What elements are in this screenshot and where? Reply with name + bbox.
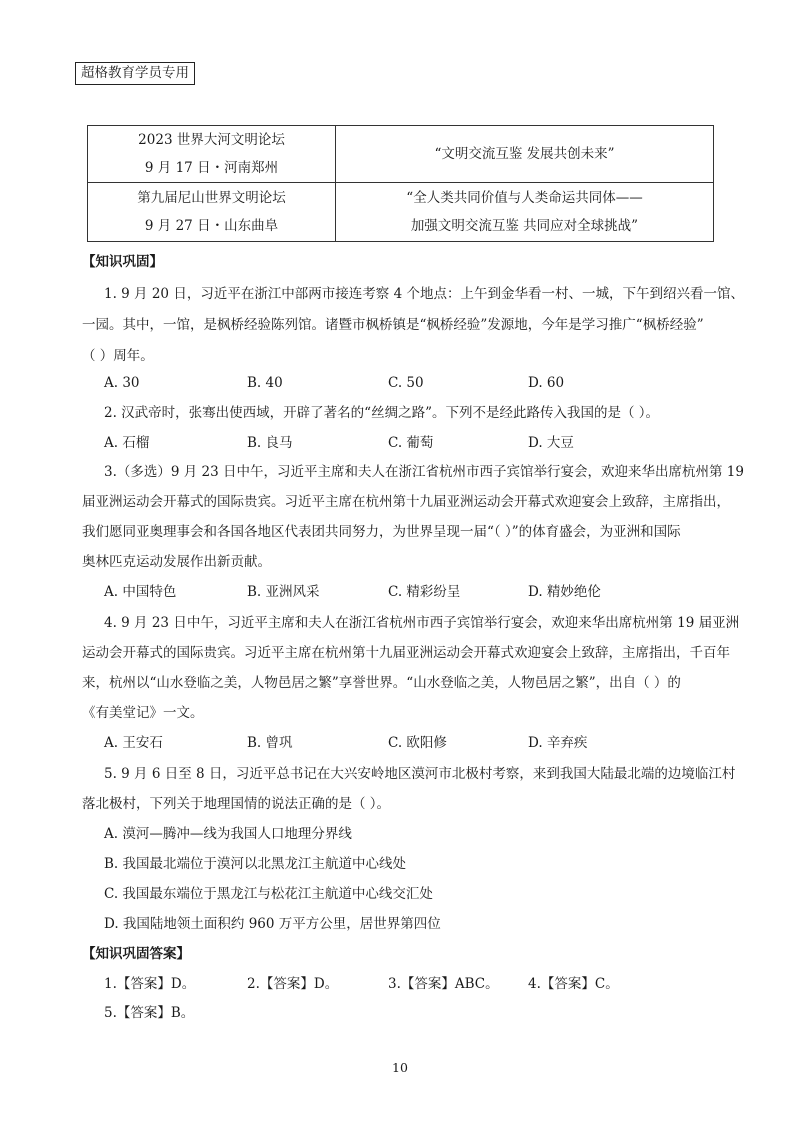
option: A. 中国特色: [104, 584, 177, 600]
answer: 2.【答案】D。: [247, 976, 339, 992]
answer: 1.【答案】D。: [104, 976, 196, 992]
option: C. 精彩纷呈: [388, 584, 461, 600]
question-1-line: 一园。其中，一馆，是枫桥经验陈列馆。诸暨市枫桥镇是“枫桥经验”发源地，今年是学习推广“枫桥经验”: [82, 317, 704, 333]
question-3-line: 我们愿同亚奥理事会和各国各地区代表团共同努力，为世界呈现一届“（ ）”的体育盛会，为亚洲和国际: [82, 524, 681, 540]
event-name: 2023 世界大河文明论坛: [138, 132, 285, 148]
watermark-stamp: 超格教育学员专用: [75, 62, 195, 85]
option: B. 40: [247, 375, 283, 391]
event-cell: [88, 126, 336, 183]
option: C. 葡萄: [388, 435, 434, 451]
question-3-line: 3.（多选）9 月 23 日中午，习近平主席和夫人在浙江省杭州市西子宾馆举行宴会，欢迎来华出席杭州第 19: [104, 464, 744, 480]
section-title: 【知识巩固】: [82, 254, 163, 270]
question-4-line: 来，杭州以“山水登临之美，人物邑居之繁”享誉世界。“山水登临之美，人物邑居之繁”，出自（ ）的: [82, 675, 681, 691]
answers-title: 【知识巩固答案】: [82, 946, 190, 962]
question-3-line: 届亚洲运动会开幕式的国际贵宾。习近平主席在杭州第十九届亚洲运动会开幕式欢迎宴会上致辞，主席指出，: [82, 494, 730, 510]
question-5-line: 5. 9 月 6 日至 8 日，习近平总书记在大兴安岭地区漠河市北极村考察，来到我国大陆最北端的边境临江村: [104, 766, 736, 782]
question-5-choice: C. 我国最东端位于黑龙江与松花江主航道中心线交汇处: [104, 886, 433, 902]
answer: 3.【答案】ABC。: [388, 976, 499, 992]
theme-cell: [336, 183, 714, 242]
forum-events-table: [87, 125, 714, 242]
event-date-place: 9 月 27 日・山东曲阜: [144, 218, 279, 234]
event-cell: [88, 183, 336, 242]
question-4-line: 4. 9 月 23 日中午，习近平主席和夫人在浙江省杭州市西子宾馆举行宴会，欢迎来华出席杭州第 19 届亚洲: [104, 615, 740, 631]
answer: 5.【答案】B。: [104, 1005, 195, 1021]
page-number: 10: [392, 1060, 408, 1075]
event-date-place: 9 月 17 日・河南郑州: [144, 160, 279, 176]
option: D. 辛弃疾: [528, 735, 588, 751]
question-5-choice: B. 我国最北端位于漠河以北黑龙江主航道中心线处: [104, 856, 407, 872]
question-2-line: 2. 汉武帝时，张骞出使西域，开辟了著名的“丝绸之路”。下列不是经此路传入我国的是（ ）。: [104, 405, 660, 421]
table-row: [88, 126, 714, 183]
question-1-line: （ ）周年。: [82, 348, 154, 364]
option: B. 曾巩: [247, 735, 293, 751]
option: C. 50: [388, 375, 424, 391]
option: A. 石榴: [104, 435, 150, 451]
question-1-line: 1. 9 月 20 日，习近平在浙江中部两市接连考察 4 个地点：上午到金华看一村、一城，下午到绍兴看一馆、: [104, 286, 744, 302]
option: A. 王安石: [104, 735, 163, 751]
event-name: 第九届尼山世界文明论坛: [137, 190, 286, 206]
question-4-line: 《有美堂记》一文。: [82, 705, 204, 721]
event-theme: “全人类共同价值与人类命运共同体——: [406, 190, 643, 206]
event-theme: “文明交流互鉴 发展共创未来”: [434, 146, 615, 162]
table-row: [88, 183, 714, 242]
option: B. 亚洲风采: [247, 584, 320, 600]
option: A. 30: [104, 375, 140, 391]
theme-cell: [336, 126, 714, 183]
option: D. 大豆: [528, 435, 574, 451]
answer: 4.【答案】C。: [528, 976, 619, 992]
option: D. 精妙绝伦: [528, 584, 601, 600]
option: B. 良马: [247, 435, 293, 451]
event-theme-continued: 加强文明交流互鉴 共同应对全球挑战”: [410, 218, 639, 234]
question-3-line: 奥林匹克运动发展作出新贡献。: [82, 554, 271, 570]
option: D. 60: [528, 375, 565, 391]
option: C. 欧阳修: [388, 735, 447, 751]
question-5-choice: D. 我国陆地领土面积约 960 万平方公里，居世界第四位: [104, 916, 441, 932]
question-4-line: 运动会开幕式的国际贵宾。习近平主席在杭州第十九届亚洲运动会开幕式欢迎宴会上致辞，主席指出，千百年: [82, 645, 730, 661]
question-5-line: 落北极村，下列关于地理国情的说法正确的是（ ）。: [82, 796, 391, 812]
question-5-choice: A. 漠河—腾冲—线为我国人口地理分界线: [104, 826, 352, 842]
